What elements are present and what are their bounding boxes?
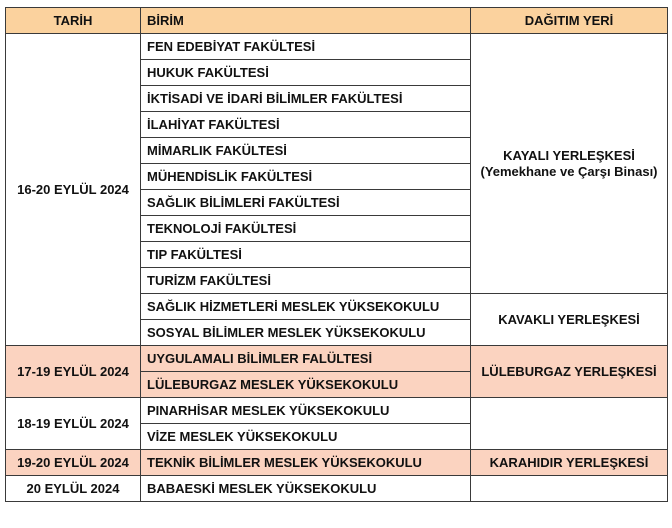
date-cell: 19-20 EYLÜL 2024 bbox=[6, 450, 141, 476]
table-row bbox=[6, 346, 668, 372]
location-cell-empty bbox=[471, 398, 668, 450]
unit-cell: HUKUK FAKÜLTESİ bbox=[141, 60, 471, 86]
unit-cell: SAĞLIK BİLİMLERİ FAKÜLTESİ bbox=[141, 190, 471, 216]
table-row bbox=[6, 398, 668, 424]
unit-cell: BABAESKİ MESLEK YÜKSEKOKULU bbox=[141, 476, 471, 502]
unit-cell: MÜHENDİSLİK FAKÜLTESİ bbox=[141, 164, 471, 190]
unit-cell: SAĞLIK HİZMETLERİ MESLEK YÜKSEKOKULU bbox=[141, 294, 471, 320]
unit-cell: İLAHİYAT FAKÜLTESİ bbox=[141, 112, 471, 138]
header-location: DAĞITIM YERİ bbox=[471, 8, 668, 34]
unit-cell: LÜLEBURGAZ MESLEK YÜKSEKOKULU bbox=[141, 372, 471, 398]
unit-cell: FEN EDEBİYAT FAKÜLTESİ bbox=[141, 34, 471, 60]
location-subtitle: (Yemekhane ve Çarşı Binası) bbox=[480, 163, 658, 179]
date-cell: 16-20 EYLÜL 2024 bbox=[6, 34, 141, 346]
date-cell: 18-19 EYLÜL 2024 bbox=[6, 398, 141, 450]
location-cell-karahidir: KARAHIDIR YERLEŞKESİ bbox=[471, 450, 668, 476]
distribution-schedule-table bbox=[5, 7, 668, 502]
header-unit: BİRİM bbox=[141, 8, 471, 34]
date-cell: 17-19 EYLÜL 2024 bbox=[6, 346, 141, 398]
unit-cell: TEKNİK BİLİMLER MESLEK YÜKSEKOKULU bbox=[141, 450, 471, 476]
unit-cell: SOSYAL BİLİMLER MESLEK YÜKSEKOKULU bbox=[141, 320, 471, 346]
location-cell-empty bbox=[471, 476, 668, 502]
header-date: TARİH bbox=[6, 8, 141, 34]
header-row bbox=[6, 8, 668, 34]
unit-cell: VİZE MESLEK YÜKSEKOKULU bbox=[141, 424, 471, 450]
unit-cell: TURİZM FAKÜLTESİ bbox=[141, 268, 471, 294]
location-title: KAYALI YERLEŞKESİ bbox=[503, 147, 635, 163]
unit-cell: PINARHİSAR MESLEK YÜKSEKOKULU bbox=[141, 398, 471, 424]
date-cell: 20 EYLÜL 2024 bbox=[6, 476, 141, 502]
unit-cell: TIP FAKÜLTESİ bbox=[141, 242, 471, 268]
unit-cell: UYGULAMALI BİLİMLER FALÜLTESİ bbox=[141, 346, 471, 372]
table-row bbox=[6, 476, 668, 502]
table-row bbox=[6, 450, 668, 476]
table-row bbox=[6, 34, 668, 60]
location-cell-luleburgaz: LÜLEBURGAZ YERLEŞKESİ bbox=[471, 346, 668, 398]
unit-cell: İKTİSADİ VE İDARİ BİLİMLER FAKÜLTESİ bbox=[141, 86, 471, 112]
unit-cell: MİMARLIK FAKÜLTESİ bbox=[141, 138, 471, 164]
unit-cell: TEKNOLOJİ FAKÜLTESİ bbox=[141, 216, 471, 242]
location-cell-kayali bbox=[471, 34, 668, 294]
location-cell-kavakli: KAVAKLI YERLEŞKESİ bbox=[471, 294, 668, 346]
